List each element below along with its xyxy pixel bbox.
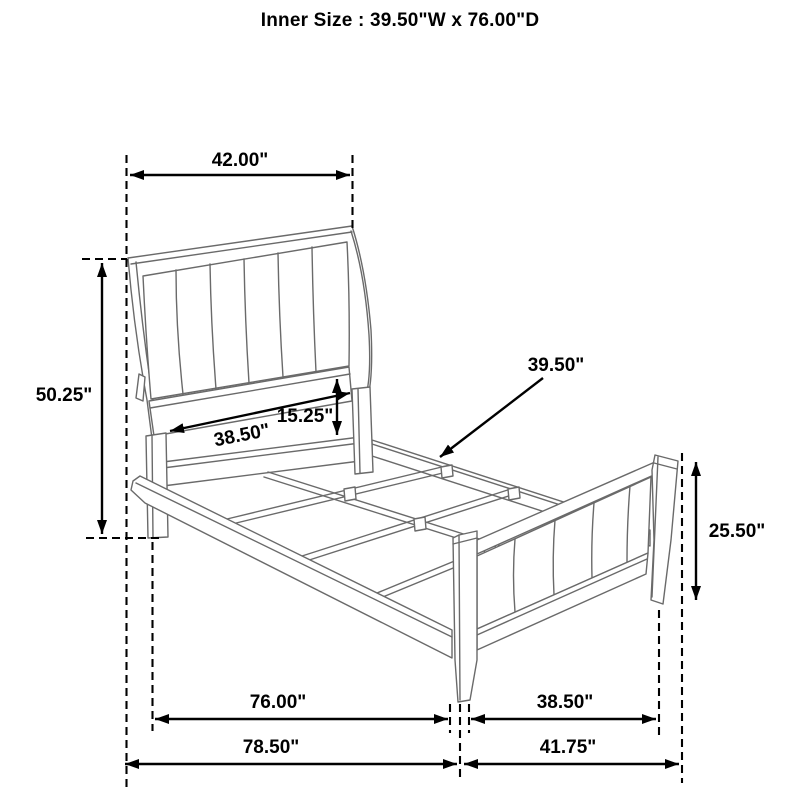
dim-headboard-rail-height-label: 15.25" bbox=[276, 406, 334, 427]
slat-2-center-foot bbox=[414, 517, 426, 531]
footboard-left-leg bbox=[453, 531, 477, 702]
headboard-right-stile-outer bbox=[352, 226, 372, 392]
dim-inner-length bbox=[155, 692, 448, 719]
slat-1-end-foot bbox=[441, 465, 453, 478]
dim-footboard-height bbox=[696, 462, 765, 600]
slat-2-end-foot bbox=[508, 487, 520, 500]
dim-footboard-inner-width bbox=[471, 692, 656, 719]
headboard-right-leg bbox=[352, 387, 373, 474]
dim-footboard-height-label: 25.50" bbox=[708, 521, 766, 542]
dim-overall-length bbox=[125, 737, 457, 764]
dim-headboard-height bbox=[36, 263, 102, 534]
dim-footboard-inner-width-label: 38.50" bbox=[536, 692, 594, 713]
dim-headboard-height-label: 50.25" bbox=[35, 385, 93, 406]
headboard-left-stile-tab bbox=[136, 374, 145, 401]
bed-drawing bbox=[128, 226, 678, 702]
head-rail bbox=[163, 436, 368, 486]
dim-headboard-width-label: 42.00" bbox=[211, 150, 269, 171]
dim-slat-width bbox=[440, 355, 584, 457]
dim-headboard-inner-width-label: 38.50" bbox=[212, 419, 272, 452]
dim-overall-length-label: 78.50" bbox=[242, 737, 300, 758]
slat-1-center-foot bbox=[344, 487, 356, 501]
dim-overall-width bbox=[464, 737, 679, 764]
inner-size-title: Inner Size : 39.50"W x 76.00"D bbox=[260, 10, 540, 31]
dim-headboard-width bbox=[130, 150, 350, 175]
dim-overall-width-label: 41.75" bbox=[539, 737, 597, 758]
dim-slat-width-label: 39.50" bbox=[527, 355, 585, 376]
dim-inner-length-label: 76.00" bbox=[249, 692, 307, 713]
footboard-left-leg-edge bbox=[459, 535, 460, 700]
